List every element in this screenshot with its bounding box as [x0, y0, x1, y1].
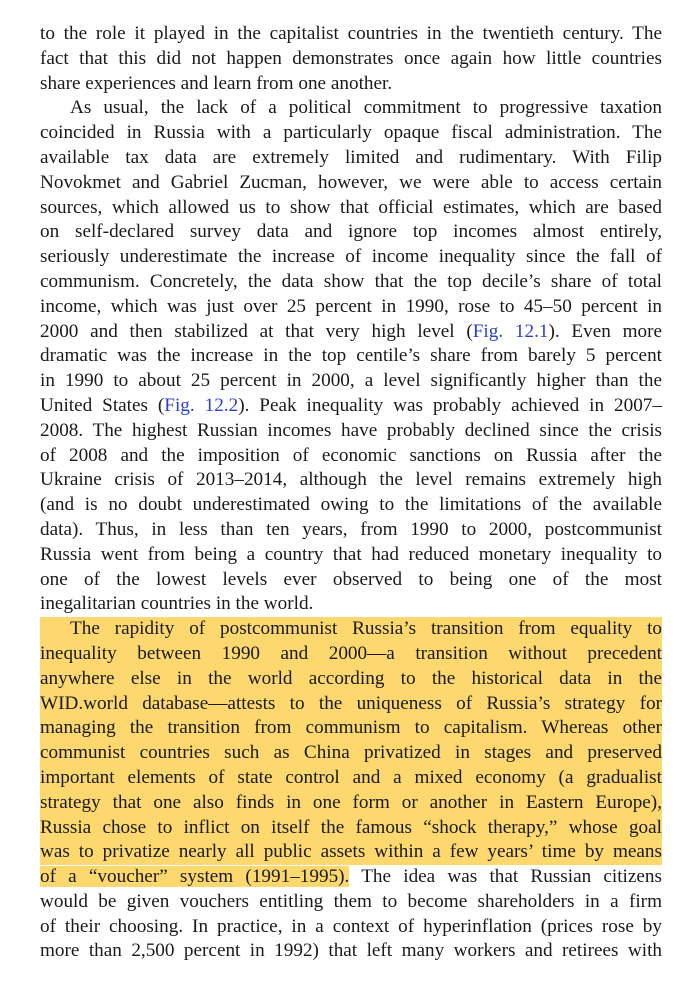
text-line: [40, 592, 662, 617]
highlighted-text: of a “voucher” system (1991–1995).: [40, 866, 350, 888]
text-line: [40, 320, 662, 345]
text-segment: Ukraine crisis of 2013–2014, although the level remains extremely high: [40, 469, 662, 491]
text-segment: on self-declared survey data and ignore top incomes almost entirely,: [40, 221, 662, 243]
text-segment: United States (: [40, 394, 165, 416]
text-line: [40, 419, 662, 444]
text-line: [40, 394, 662, 419]
text-line: [40, 468, 662, 493]
text-segment: of 2008 and the imposition of economic sanctions on Russia after the: [40, 444, 662, 466]
text-segment: As usual, the lack of a political commitment to progressive taxation: [70, 97, 662, 119]
highlighted-text: important elements of state control and a mixed economy (a gradualist: [40, 766, 662, 788]
text-segment: fact that this did not happen demonstrates once again how little countries: [40, 47, 662, 69]
highlighted-text: inequality between 1990 and 2000—a transition without precedent: [40, 642, 662, 664]
text-segment: inegalitarian countries in the world.: [40, 593, 314, 615]
text-line: [40, 72, 662, 97]
highlighted-text: managing the transition from communism to capitalism. Whereas other: [40, 717, 662, 739]
text-line: [40, 840, 662, 865]
text-line: [40, 791, 662, 816]
text-segment: in 1990 to about 25 percent in 2000, a level significantly higher than the: [40, 370, 662, 392]
text-line: [40, 939, 662, 964]
highlighted-text: communist countries such as China privatized in stages and preserved: [40, 742, 662, 764]
figure-link[interactable]: Fig. 12.1: [472, 320, 549, 342]
text-line: [40, 617, 662, 642]
highlighted-text: Russia chose to inflict on itself the famous “shock therapy,” whose goal: [40, 816, 662, 838]
text-segment: share experiences and learn from one another.: [40, 72, 393, 94]
text-line: [40, 667, 662, 692]
text-segment: of their choosing. In practice, in a context of hyperinflation (prices rose by: [40, 915, 662, 937]
text-segment: more than 2,500 percent in 1992) that left many workers and retirees with: [40, 940, 662, 962]
text-line: [40, 369, 662, 394]
highlighted-text: WID.world database—attests to the uniqueness of Russia’s strategy for: [40, 692, 662, 714]
text-line: [40, 22, 662, 47]
text-line: [40, 518, 662, 543]
text-segment: data). Thus, in less than ten years, from 1990 to 2000, postcommunist: [40, 518, 662, 540]
text-segment: (and is no doubt underestimated owing to the limitations of the available: [40, 494, 662, 516]
text-line: [40, 816, 662, 841]
book-page-text: [40, 22, 662, 964]
text-line: [40, 568, 662, 593]
text-line: [40, 493, 662, 518]
text-segment: Russia went from being a country that had reduced monetary inequality to: [40, 543, 662, 565]
highlighted-text: strategy that one also finds in one form or another in Eastern Europe),: [40, 791, 662, 813]
text-line: [40, 915, 662, 940]
text-line: [40, 121, 662, 146]
text-segment: sources, which allowed us to show that official estimates, which are based: [40, 196, 662, 218]
text-segment: one of the lowest levels ever observed to being one of the most: [40, 568, 662, 590]
text-segment: would be given vouchers entitling them to become shareholders in a firm: [40, 890, 662, 912]
figure-link[interactable]: Fig. 12.2: [164, 394, 239, 416]
text-segment: 2008. The highest Russian incomes have probably declined since the crisis: [40, 419, 662, 441]
text-segment: communism. Concretely, the data show that the top decile’s share of total: [40, 270, 662, 292]
text-segment: to the role it played in the capitalist countries in the twentieth century. The: [40, 23, 662, 44]
text-line: [40, 245, 662, 270]
text-line: [40, 642, 662, 667]
text-segment: Novokmet and Gabriel Zucman, however, we were able to access certain: [40, 171, 662, 193]
highlighted-text: The rapidity of postcommunist Russia’s transition from equality to: [70, 618, 662, 640]
text-line: [40, 96, 662, 121]
text-segment: available tax data are extremely limited and rudimentary. With Filip: [40, 146, 662, 168]
text-segment: coincided in Russia with a particularly opaque fiscal administration. The: [40, 122, 662, 144]
text-segment: seriously underestimate the increase of income inequality since the fall of: [40, 246, 662, 268]
text-line: [40, 295, 662, 320]
text-segment: The idea was that Russian citizens: [349, 866, 662, 888]
text-segment: ). Even more: [548, 320, 662, 342]
text-line: [40, 444, 662, 469]
text-line: [40, 741, 662, 766]
text-segment: dramatic was the increase in the top centile’s share from barely 5 percent: [40, 345, 662, 367]
text-line: [40, 766, 662, 791]
text-line: [40, 865, 662, 890]
text-line: [40, 543, 662, 568]
text-line: [40, 716, 662, 741]
highlighted-text: anywhere else in the world according to the historical data in the: [40, 667, 662, 689]
text-segment: 2000 and then stabilized at that very high level (: [40, 320, 473, 342]
text-line: [40, 890, 662, 915]
text-line: [40, 344, 662, 369]
text-line: [40, 146, 662, 171]
text-segment: income, which was just over 25 percent in 1990, rose to 45–50 percent in: [40, 295, 662, 317]
text-segment: ). Peak inequality was probably achieved in 2007–: [238, 394, 662, 416]
text-line: [40, 692, 662, 717]
text-line: [40, 196, 662, 221]
text-line: [40, 220, 662, 245]
text-line: [40, 270, 662, 295]
highlighted-text: was to privatize nearly all public assets within a few years’ time by means: [40, 841, 662, 863]
text-line: [40, 171, 662, 196]
text-line: [40, 47, 662, 72]
